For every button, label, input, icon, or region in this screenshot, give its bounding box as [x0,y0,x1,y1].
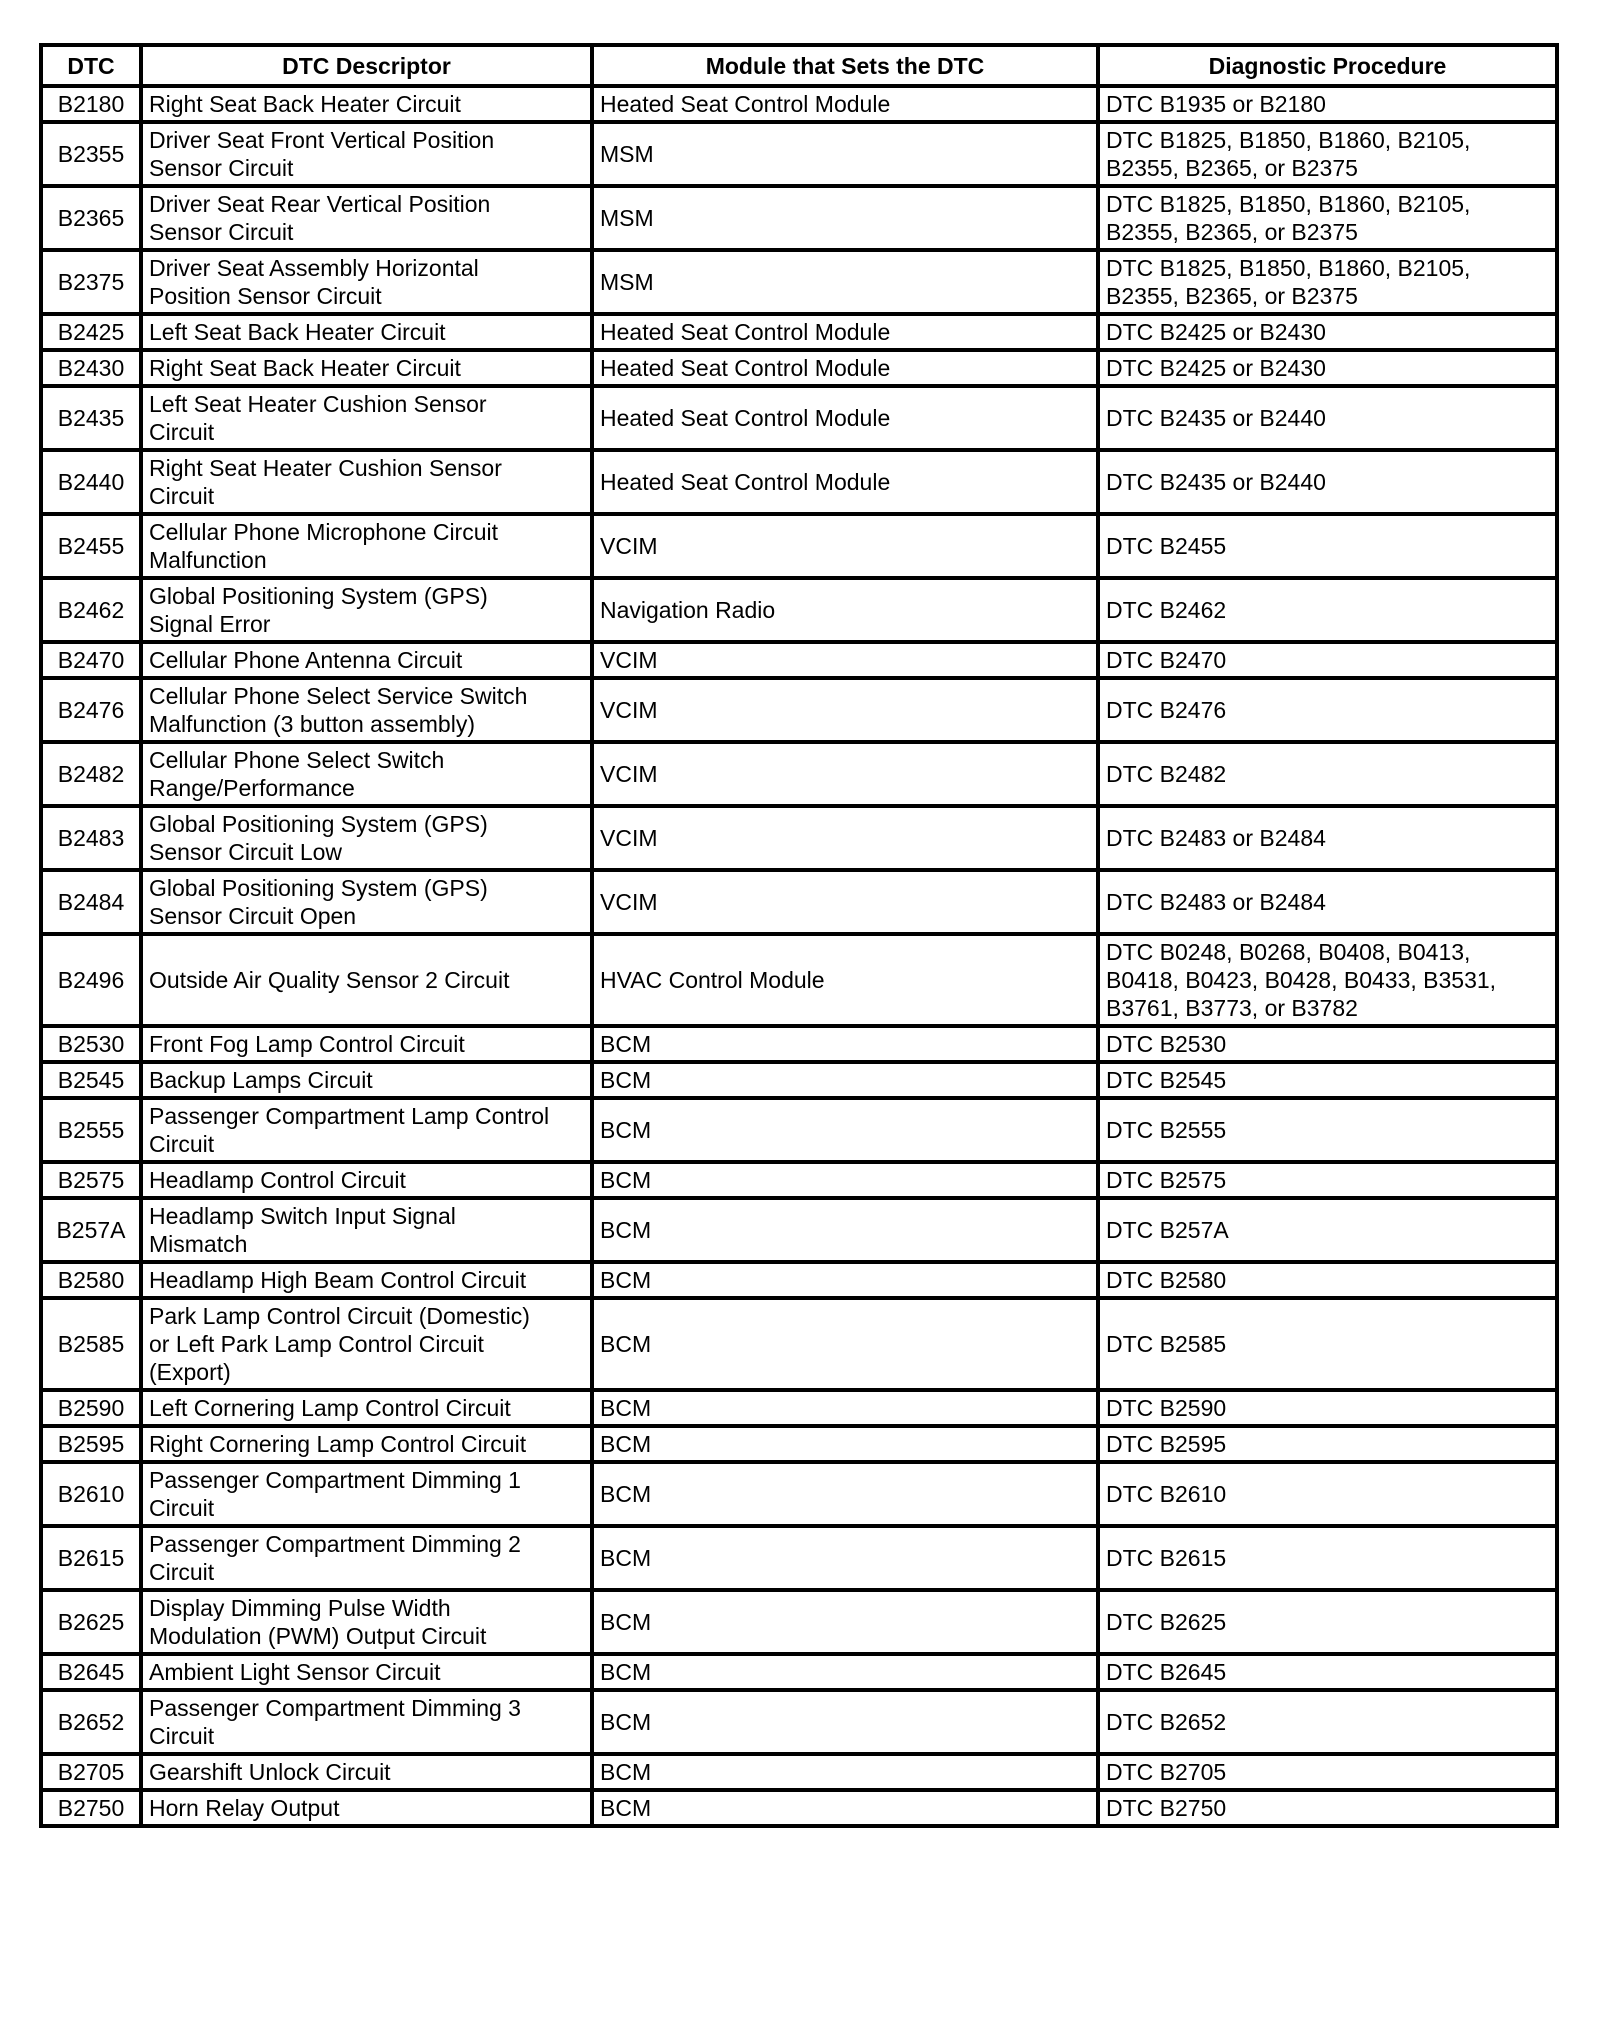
dtc-code-cell: B2645 [41,1654,141,1690]
diagnostic-procedure-cell: DTC B2425 or B2430 [1098,314,1557,350]
module-cell: VCIM [592,806,1098,870]
header-diagnostic-procedure: Diagnostic Procedure [1098,45,1557,86]
diagnostic-procedure-cell: DTC B2483 or B2484 [1098,806,1557,870]
diagnostic-procedure-cell: DTC B2652 [1098,1690,1557,1754]
dtc-descriptor-cell: Horn Relay Output [141,1790,592,1826]
dtc-descriptor-cell: Left Seat Heater Cushion Sensor Circuit [141,386,592,450]
dtc-code-cell: B2484 [41,870,141,934]
table-row [41,314,1557,350]
diagnostic-procedure-cell: DTC B2482 [1098,742,1557,806]
module-cell: Navigation Radio [592,578,1098,642]
module-cell: HVAC Control Module [592,934,1098,1026]
module-cell: VCIM [592,678,1098,742]
diagnostic-procedure-cell: DTC B2555 [1098,1098,1557,1162]
diagnostic-procedure-cell: DTC B2625 [1098,1590,1557,1654]
dtc-code-cell: B2440 [41,450,141,514]
diagnostic-procedure-cell: DTC B2435 or B2440 [1098,450,1557,514]
table-row [41,86,1557,122]
dtc-descriptor-cell: Cellular Phone Select Service Switch Malfunction (3 button assembly) [141,678,592,742]
dtc-code-cell: B2476 [41,678,141,742]
table-row [41,122,1557,186]
table-row [41,1262,1557,1298]
table-row [41,642,1557,678]
table-header [41,45,1557,86]
module-cell: BCM [592,1526,1098,1590]
diagnostic-procedure-cell: DTC B2615 [1098,1526,1557,1590]
module-cell: BCM [592,1690,1098,1754]
table-row [41,1590,1557,1654]
table-row [41,1426,1557,1462]
table-row [41,250,1557,314]
module-cell: VCIM [592,742,1098,806]
table-row [41,934,1557,1026]
dtc-descriptor-cell: Passenger Compartment Lamp Control Circuit [141,1098,592,1162]
module-cell: Heated Seat Control Module [592,314,1098,350]
module-cell: VCIM [592,642,1098,678]
dtc-descriptor-cell: Gearshift Unlock Circuit [141,1754,592,1790]
dtc-code-cell: B2435 [41,386,141,450]
dtc-code-cell: B2615 [41,1526,141,1590]
module-cell: Heated Seat Control Module [592,450,1098,514]
dtc-code-cell: B2555 [41,1098,141,1162]
module-cell: BCM [592,1098,1098,1162]
header-module: Module that Sets the DTC [592,45,1098,86]
dtc-code-cell: B2585 [41,1298,141,1390]
dtc-code-cell: B2375 [41,250,141,314]
module-cell: MSM [592,250,1098,314]
dtc-descriptor-cell: Passenger Compartment Dimming 1 Circuit [141,1462,592,1526]
dtc-descriptor-cell: Driver Seat Assembly Horizontal Position Sensor Circuit [141,250,592,314]
dtc-code-cell: B2705 [41,1754,141,1790]
module-cell: BCM [592,1754,1098,1790]
module-cell: BCM [592,1062,1098,1098]
table-row [41,870,1557,934]
module-cell: BCM [592,1462,1098,1526]
module-cell: BCM [592,1262,1098,1298]
table-row [41,806,1557,870]
module-cell: VCIM [592,514,1098,578]
module-cell: BCM [592,1654,1098,1690]
table-row [41,1298,1557,1390]
dtc-code-cell: B2610 [41,1462,141,1526]
table-row [41,1462,1557,1526]
diagnostic-procedure-cell: DTC B2462 [1098,578,1557,642]
dtc-descriptor-cell: Right Seat Back Heater Circuit [141,350,592,386]
dtc-descriptor-cell: Ambient Light Sensor Circuit [141,1654,592,1690]
diagnostic-procedure-cell: DTC B2455 [1098,514,1557,578]
module-cell: BCM [592,1198,1098,1262]
dtc-code-cell: B2496 [41,934,141,1026]
dtc-table [39,43,1559,1828]
table-row [41,1162,1557,1198]
diagnostic-procedure-cell: DTC B2645 [1098,1654,1557,1690]
header-dtc: DTC [41,45,141,86]
table-row [41,1690,1557,1754]
dtc-code-cell: B2180 [41,86,141,122]
dtc-code-cell: B2545 [41,1062,141,1098]
module-cell: BCM [592,1790,1098,1826]
diagnostic-procedure-cell: DTC B2595 [1098,1426,1557,1462]
dtc-descriptor-cell: Global Positioning System (GPS) Sensor Circuit Low [141,806,592,870]
table-row [41,1198,1557,1262]
dtc-descriptor-cell: Driver Seat Rear Vertical Position Sensor Circuit [141,186,592,250]
module-cell: MSM [592,122,1098,186]
dtc-code-cell: B2470 [41,642,141,678]
table-row [41,742,1557,806]
table-row [41,386,1557,450]
dtc-descriptor-cell: Display Dimming Pulse Width Modulation (PWM) Output Circuit [141,1590,592,1654]
module-cell: MSM [592,186,1098,250]
diagnostic-procedure-cell: DTC B2610 [1098,1462,1557,1526]
dtc-descriptor-cell: Headlamp High Beam Control Circuit [141,1262,592,1298]
dtc-code-cell: B2580 [41,1262,141,1298]
dtc-descriptor-cell: Passenger Compartment Dimming 2 Circuit [141,1526,592,1590]
diagnostic-procedure-cell: DTC B1825, B1850, B1860, B2105, B2355, B2365, or B2375 [1098,122,1557,186]
table-row [41,1390,1557,1426]
dtc-descriptor-cell: Passenger Compartment Dimming 3 Circuit [141,1690,592,1754]
table-row [41,450,1557,514]
diagnostic-procedure-cell: DTC B2545 [1098,1062,1557,1098]
dtc-code-cell: B2430 [41,350,141,386]
table-row [41,186,1557,250]
table-body [41,86,1557,1826]
module-cell: VCIM [592,870,1098,934]
diagnostic-procedure-cell: DTC B1825, B1850, B1860, B2105, B2355, B2365, or B2375 [1098,250,1557,314]
diagnostic-procedure-cell: DTC B2750 [1098,1790,1557,1826]
table-row [41,514,1557,578]
module-cell: BCM [592,1426,1098,1462]
diagnostic-procedure-cell: DTC B2470 [1098,642,1557,678]
dtc-descriptor-cell: Right Seat Back Heater Circuit [141,86,592,122]
module-cell: BCM [592,1026,1098,1062]
dtc-descriptor-cell: Left Cornering Lamp Control Circuit [141,1390,592,1426]
dtc-code-cell: B2425 [41,314,141,350]
diagnostic-procedure-cell: DTC B2575 [1098,1162,1557,1198]
header-row [41,45,1557,86]
header-dtc-descriptor: DTC Descriptor [141,45,592,86]
table-row [41,1526,1557,1590]
dtc-descriptor-cell: Right Seat Heater Cushion Sensor Circuit [141,450,592,514]
dtc-descriptor-cell: Headlamp Control Circuit [141,1162,592,1198]
diagnostic-procedure-cell: DTC B2425 or B2430 [1098,350,1557,386]
table-row [41,1790,1557,1826]
diagnostic-procedure-cell: DTC B2580 [1098,1262,1557,1298]
dtc-descriptor-cell: Right Cornering Lamp Control Circuit [141,1426,592,1462]
module-cell: Heated Seat Control Module [592,350,1098,386]
diagnostic-procedure-cell: DTC B2705 [1098,1754,1557,1790]
module-cell: Heated Seat Control Module [592,86,1098,122]
dtc-code-cell: B2750 [41,1790,141,1826]
dtc-descriptor-cell: Global Positioning System (GPS) Sensor Circuit Open [141,870,592,934]
table-row [41,578,1557,642]
diagnostic-procedure-cell: DTC B0248, B0268, B0408, B0413, B0418, B0423, B0428, B0433, B3531, B3761, B3773, or B3782 [1098,934,1557,1026]
table-row [41,1098,1557,1162]
dtc-descriptor-cell: Global Positioning System (GPS) Signal Error [141,578,592,642]
dtc-code-cell: B2530 [41,1026,141,1062]
module-cell: Heated Seat Control Module [592,386,1098,450]
module-cell: BCM [592,1390,1098,1426]
dtc-code-cell: B2625 [41,1590,141,1654]
dtc-code-cell: B2482 [41,742,141,806]
dtc-code-cell: B2355 [41,122,141,186]
table-row [41,1026,1557,1062]
dtc-code-cell: B2455 [41,514,141,578]
diagnostic-procedure-cell: DTC B2585 [1098,1298,1557,1390]
table-row [41,1654,1557,1690]
diagnostic-procedure-cell: DTC B2590 [1098,1390,1557,1426]
dtc-code-cell: B2462 [41,578,141,642]
document-page [39,43,1555,1828]
diagnostic-procedure-cell: DTC B257A [1098,1198,1557,1262]
dtc-descriptor-cell: Cellular Phone Microphone Circuit Malfunction [141,514,592,578]
dtc-descriptor-cell: Park Lamp Control Circuit (Domestic) or Left Park Lamp Control Circuit (Export) [141,1298,592,1390]
diagnostic-procedure-cell: DTC B2483 or B2484 [1098,870,1557,934]
dtc-code-cell: B2590 [41,1390,141,1426]
dtc-code-cell: B2575 [41,1162,141,1198]
diagnostic-procedure-cell: DTC B1935 or B2180 [1098,86,1557,122]
diagnostic-procedure-cell: DTC B1825, B1850, B1860, B2105, B2355, B2365, or B2375 [1098,186,1557,250]
dtc-descriptor-cell: Headlamp Switch Input Signal Mismatch [141,1198,592,1262]
module-cell: BCM [592,1162,1098,1198]
dtc-code-cell: B2483 [41,806,141,870]
dtc-code-cell: B257A [41,1198,141,1262]
module-cell: BCM [592,1298,1098,1390]
dtc-descriptor-cell: Outside Air Quality Sensor 2 Circuit [141,934,592,1026]
dtc-descriptor-cell: Cellular Phone Select Switch Range/Performance [141,742,592,806]
dtc-descriptor-cell: Driver Seat Front Vertical Position Sensor Circuit [141,122,592,186]
dtc-code-cell: B2365 [41,186,141,250]
dtc-descriptor-cell: Front Fog Lamp Control Circuit [141,1026,592,1062]
dtc-descriptor-cell: Backup Lamps Circuit [141,1062,592,1098]
diagnostic-procedure-cell: DTC B2530 [1098,1026,1557,1062]
table-row [41,678,1557,742]
dtc-descriptor-cell: Left Seat Back Heater Circuit [141,314,592,350]
dtc-code-cell: B2652 [41,1690,141,1754]
diagnostic-procedure-cell: DTC B2435 or B2440 [1098,386,1557,450]
table-row [41,1062,1557,1098]
dtc-descriptor-cell: Cellular Phone Antenna Circuit [141,642,592,678]
diagnostic-procedure-cell: DTC B2476 [1098,678,1557,742]
table-row [41,1754,1557,1790]
module-cell: BCM [592,1590,1098,1654]
dtc-code-cell: B2595 [41,1426,141,1462]
table-row [41,350,1557,386]
